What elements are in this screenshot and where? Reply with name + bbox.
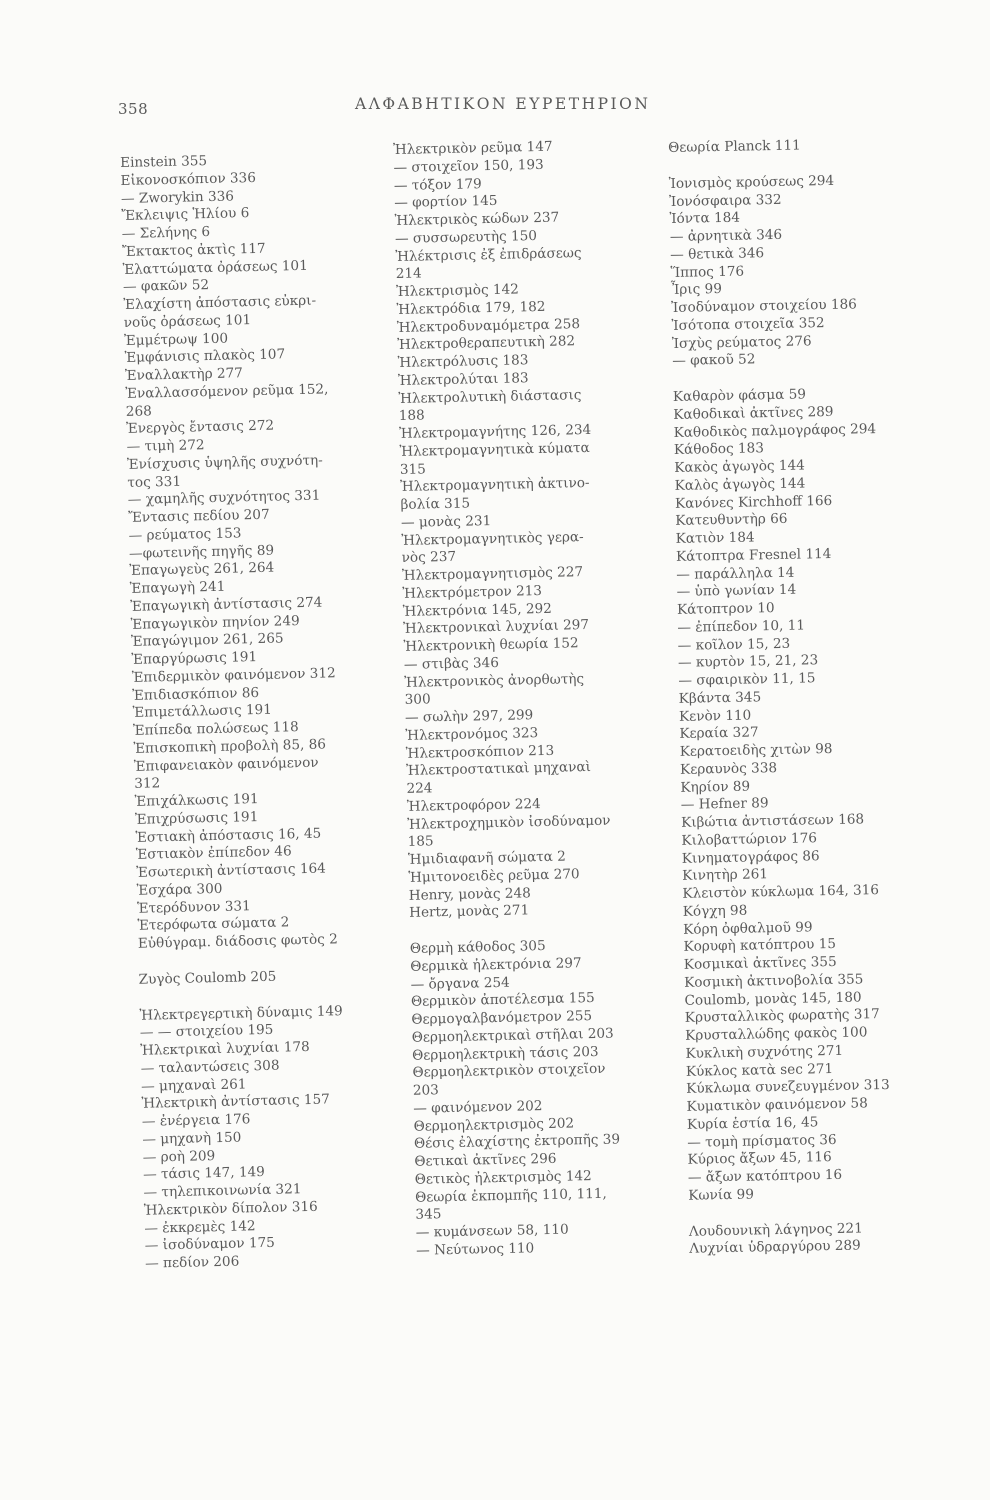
index-entry: Ἐμφάνισις πλακὸς 107 (124, 346, 286, 367)
index-entry: — ἐκκρεμὲς 142 (144, 1217, 256, 1237)
index-entry: — κοῖλον 15, 23 (677, 635, 791, 654)
index-entry: Ἐμμέτρωψ 100 (124, 330, 229, 349)
index-entry: νοῦς ὀράσεως 101 (123, 311, 252, 331)
index-entry: Κεραυνὸς 338 (679, 759, 778, 778)
index-entry: Καθαρὸν φάσμα 59 (672, 386, 807, 405)
index-entry: — τόξον 179 (393, 175, 482, 194)
index-entry: Κενὸν 110 (678, 707, 752, 725)
index-entry: 300 (404, 691, 431, 709)
index-entry: 203 (412, 1082, 439, 1099)
index-entry: — ἰσοδύναμον 175 (144, 1235, 276, 1254)
index-entry: τος 331 (127, 473, 182, 491)
index-entry: Ἔκτακτος ἀκτὶς 117 (122, 240, 266, 260)
index-entry: — ἀρνητικὰ 346 (669, 226, 783, 245)
index-entry: Ἶρις 99 (670, 281, 723, 299)
index-entry: Θερμοηλεκτρικὴ τάσις 203 (411, 1043, 599, 1064)
index-entry: — Νεύτωνος 110 (416, 1240, 535, 1259)
index-entry: Ἠλεκτρόμετρον 213 (402, 582, 543, 602)
index-entry: Κάτοπτρα Fresnel 114 (675, 545, 832, 565)
index-column-3 (668, 135, 959, 1259)
index-entry: Ἠλεκτρομαγνητικὰ κύματα (399, 439, 590, 460)
index-entry: Ἐπιδερμικὸν φαινόμενον 312 (131, 664, 336, 686)
index-column-1 (120, 149, 395, 1273)
index-entry: Ἔκλειψις Ἡλίου 6 (121, 205, 250, 225)
index-entry: — στιβὰς 346 (403, 654, 500, 673)
index-entry: Ἑτερόδυνον 331 (136, 897, 251, 917)
index-entry: Ἠλεκτρικὴ ἀντίστασις 157 (141, 1091, 330, 1113)
index-entry: — συσσωρευτὴς 150 (394, 227, 538, 247)
index-entry: Ἠλεκτροσκόπιον 213 (405, 742, 555, 762)
index-entry: Θετικὸς ἠλεκτρισμὸς 142 (414, 1167, 592, 1188)
index-entry: Ἠλεκτρισμὸς 142 (395, 281, 520, 300)
index-entry: — μονὰς 231 (400, 512, 492, 531)
index-entry: — ταλαντώσεις 308 (140, 1057, 280, 1077)
index-entry: — ὄργανα 254 (410, 974, 510, 993)
index-entry: Ἐπαγωγικὸν πηνίον 249 (130, 612, 300, 633)
index-entry: Ἐπαργύρωσις 191 (131, 649, 258, 668)
index-entry: — τάσις 147, 149 (142, 1164, 266, 1183)
index-entry: Κύριος ἄξων 45, 116 (687, 1149, 832, 1169)
index-entry: Κατιὸν 184 (675, 529, 755, 547)
index-entry: 312 (134, 775, 161, 793)
index-entry: Κοσμικὴ ἀκτινοβολία 355 (684, 971, 864, 991)
index-entry: Ἐναλλασσόμενον ρεῦμα 152, (125, 381, 329, 402)
index-entry: Κερατοειδὴς χιτὼν 98 (679, 740, 833, 760)
index-entry: Ἠλέκτρισις ἐξ ἐπιδράσεως (395, 244, 582, 265)
index-entry: Κόγχη 98 (682, 902, 748, 920)
index-entry: Κρυσταλλικὸς φωρατὴς 317 (684, 1006, 880, 1027)
index-entry: Ἐναλλακτὴρ 277 (124, 365, 244, 384)
index-entry: Ἠλεκτροστατικαὶ μηχαναὶ (406, 759, 592, 780)
index-entry: Κόρη ὀφθαλμοῦ 99 (683, 918, 813, 938)
index-entry: — κυμάνσεων 58, 110 (415, 1221, 569, 1241)
index-entry: — ἐπίπεδον 10, 11 (677, 617, 806, 636)
index-entry: Ἰσχὺς ρεύματος 276 (671, 332, 812, 352)
index-entry: Ἰόντα 184 (669, 209, 741, 228)
index-entry: Ἐπιμετάλλωσις 191 (132, 701, 273, 722)
index-entry: — ροὴ 209 (142, 1147, 216, 1166)
index-entry: Θεωρία Planck 111 (668, 137, 801, 156)
index-entry: Ἰσότοπα στοιχεῖα 352 (671, 314, 825, 334)
index-entry: Θερμοηλεκτρικαὶ στῆλαι 203 (411, 1025, 614, 1046)
index-entry: Εἰκονοσκόπιον 336 (120, 169, 257, 189)
index-entry: — ρεύματος 153 (128, 525, 242, 544)
index-entry: Καθοδικαὶ ἀκτῖνες 289 (673, 403, 834, 423)
index-entry: Ἐνίσχυσις ὑψηλῆς συχνότη- (126, 452, 323, 473)
index-entry: Κατευθυντὴρ 66 (675, 511, 788, 530)
index-entry: Κύκλος κατὰ sec 271 (685, 1060, 834, 1080)
index-entry: Κιλοβαττώριον 176 (681, 830, 818, 849)
index-entry: Ἰονισμὸς κρούσεως 294 (668, 172, 835, 192)
index-entry: — σφαιρικὸν 11, 15 (678, 670, 816, 689)
index-entry: Κανόνες Kirchhoff 166 (674, 492, 833, 512)
index-entry: Θερμικὸν ἀποτέλεσμα 155 (410, 990, 595, 1011)
index-entry: Ἡμιδιαφανῆ σώματα 2 (407, 848, 566, 868)
index-entry: Ἑτερόφωτα σώματα 2 (137, 914, 290, 935)
index-entry: — — στοιχείου 195 (139, 1021, 274, 1042)
index-entry: Ἰονόσφαιρα 332 (669, 191, 782, 210)
index-entry: Ἠλεκτρομαγνητικὸς γερα- (401, 528, 584, 549)
index-entry: Θεωρία ἐκπομπῆς 110, 111, (414, 1185, 607, 1206)
index-entry: Ἑστιακὴ ἀπόστασις 16, 45 (135, 825, 322, 846)
index-entry: — σωλὴν 297, 299 (404, 707, 534, 726)
index-entry: — μηχανὴ 150 (142, 1129, 242, 1148)
index-entry: Ζυγὸς Coulomb 205 (138, 968, 277, 988)
index-entry: — παράλληλα 14 (676, 564, 795, 583)
index-entry: Ἠλεκτρικὸν δίπολον 316 (143, 1198, 318, 1219)
index-entry: Κυματικὸν φαινόμενον 58 (686, 1095, 868, 1115)
index-entry: Εὐθύγραμ. διάδοσις φωτὸς 2 (137, 931, 338, 952)
index-entry: Ἐνεργὸς ἔντασις 272 (126, 417, 275, 438)
index-column-2 (393, 137, 666, 1260)
index-entry: Θερμοηλεκτρικὸν στοιχεῖον (412, 1061, 606, 1082)
index-entry: — φαινόμενον 202 (413, 1097, 543, 1117)
index-entry: Ἠλεκτρονικὸς ἀνορθωτὴς (404, 670, 585, 691)
index-entry: Κινητὴρ 261 (681, 866, 769, 885)
index-entry: Ἠλεκτρομαγνήτης 126, 234 (398, 421, 592, 442)
index-entry: — Σελήνης 6 (121, 223, 211, 242)
index-entry: Καθοδικὸς παλμογράφος 294 (673, 420, 877, 441)
index-entry: νὸς 237 (401, 549, 457, 567)
index-entry: Ἠλεκτρεγερτικὴ δύναμις 149 (139, 1002, 343, 1024)
index-entry: Ἰσοδύναμον στοιχείου 186 (671, 296, 858, 316)
index-entry: — ἄξων κατόπτρου 16 (687, 1166, 843, 1186)
index-entry: Κωνία 99 (688, 1186, 755, 1204)
index-entry: Ἐπαγωγὴ 241 (129, 578, 226, 597)
index-entry: Θέσις ἐλαχίστης ἐκτροπῆς 39 (413, 1131, 621, 1153)
index-entry: 345 (415, 1206, 442, 1224)
index-entry: Κακὸς ἀγωγὸς 144 (674, 457, 805, 476)
index-entry: Ἐπίπεδα πολώσεως 118 (132, 719, 299, 739)
index-entry: Ἠλεκτρόλυσις 183 (397, 352, 529, 371)
index-entry: — φακῶν 52 (122, 277, 210, 296)
index-entry: Ἠλεκτρολυτικὴ διάστασις (398, 386, 582, 407)
index-entry: —φωτεινῆς πηγῆς 89 (128, 542, 275, 562)
index-entry: Ἠλεκτρολύται 183 (397, 369, 529, 389)
index-entry: Ἠλεκτρονικαὶ λυχνίαι 297 (403, 617, 590, 638)
index-entry: 315 (399, 460, 426, 478)
index-entry: Ἠλεκτρόνια 145, 292 (402, 600, 553, 620)
index-entry: Θετικαὶ ἀκτῖνες 296 (414, 1150, 557, 1170)
index-entry: — πεδίον 206 (144, 1253, 240, 1272)
index-entry: Ἠλεκτρομαγνητικὴ ἀκτινο- (400, 475, 590, 496)
index-entry: Ἠλεκτρικαὶ λυχνίαι 178 (140, 1038, 310, 1059)
index-entry: Ἠλεκτρομαγνητισμὸς 227 (401, 564, 584, 584)
index-entry: Κβάντα 345 (678, 689, 762, 707)
index-entry: Ἠλεκτρόδια 179, 182 (396, 298, 546, 318)
index-entry: Hertz, μονὰς 271 (408, 902, 530, 922)
index-entry: Κυκλικὴ συχνότης 271 (685, 1042, 844, 1062)
index-entry: 214 (395, 265, 422, 283)
index-entry: Ἠλεκτροθεραπευτικὴ 282 (397, 333, 576, 354)
index-entry: — Zworykin 336 (120, 187, 235, 207)
index-entry: Κύκλωμα συνεζευγμένον 313 (686, 1077, 890, 1098)
index-entry: Ἐπισκοπικὴ προβολὴ 85, 86 (133, 736, 327, 757)
index-entry: Ἐπαγωγικὴ ἀντίστασις 274 (130, 594, 323, 615)
index-entry: Θερμικὰ ἠλεκτρόνια 297 (410, 954, 582, 975)
index-entry: Κυρία ἑστία 16, 45 (686, 1114, 819, 1133)
index-entry: Ἠλεκτροδυναμόμετρα 258 (396, 315, 581, 336)
index-entry: Κιβώτια ἀντιστάσεων 168 (680, 811, 865, 831)
index-entry: Ἐσωτερικὴ ἀντίστασις 164 (136, 860, 327, 881)
index-entry: Κοσμικαὶ ἀκτῖνες 355 (683, 953, 837, 973)
index-entry: Κορυφὴ κατόπτρου 15 (683, 936, 837, 956)
index-entry: Ἵππος 176 (670, 263, 745, 281)
index-entry: Λυχνίαι ὑδραργύρου 289 (689, 1237, 861, 1258)
index-entry: Coulomb, μονὰς 145, 180 (684, 988, 862, 1009)
index-entry: Ἠλεκτροχημικὸν ἰσοδύναμον (407, 812, 611, 833)
index-entry: — χαμηλῆς συχνότητος 331 (127, 487, 321, 509)
index-entry: Ἑστιακὸν ἐπίπεδον 46 (135, 843, 292, 864)
index-entry: Ἐπιδιασκόπιον 86 (132, 684, 260, 704)
index-entry: — θετικὰ 346 (670, 244, 765, 263)
index-entry: Ἠλεκτροφόρον 224 (406, 795, 541, 815)
index-entry: Κλειστὸν κύκλωμα 164, 316 (682, 882, 880, 902)
index-entry: Ἐσχάρα 300 (136, 880, 223, 899)
index-entry: 224 (406, 780, 433, 797)
index-entry: — τομὴ πρίσματος 36 (687, 1131, 837, 1151)
index-entry: 188 (398, 407, 425, 425)
index-entry: Κεραία 327 (679, 724, 759, 743)
index-entry: — τιμὴ 272 (126, 437, 205, 455)
index-entry: Ἔντασις πεδίου 207 (128, 506, 270, 526)
index-entry: Κάθοδος 183 (673, 440, 765, 459)
index-entry: Ἐπιχρύσωσις 191 (134, 808, 259, 828)
index-entry: Κηρίον 89 (680, 778, 751, 796)
index-entry: Θερμοηλεκτρισμὸς 202 (413, 1114, 575, 1135)
index-entry: — τηλεπικοινωνία 321 (143, 1181, 302, 1201)
index-entry: — ἐνέργεια 176 (141, 1111, 251, 1130)
index-entry: βολία 315 (400, 495, 471, 513)
index-entry: — στοιχεῖον 150, 193 (393, 156, 544, 176)
running-title: ΑΛΦΑΒΗΤΙΚΟΝ ΕΥΡΕΤΗΡΙΟΝ (355, 95, 651, 113)
index-entry: Ἠλεκτρονόμος 323 (405, 724, 539, 744)
index-entry: Ἐπαγωγεὺς 261, 264 (129, 559, 275, 580)
index-entry: Κινηματογράφος 86 (681, 847, 820, 867)
index-entry: Ἠλεκτρικὸς κώδων 237 (394, 209, 560, 229)
index-entry: Ἠλεκτρικὸν ρεῦμα 147 (393, 138, 553, 158)
index-entry: Einstein 355 (120, 153, 208, 171)
index-entry: Ἐλαττώματα ὀράσεως 101 (122, 257, 308, 278)
index-entry: — ὑπὸ γωνίαν 14 (676, 581, 797, 601)
index-entry: Κάτοπτρον 10 (676, 600, 775, 618)
index-entry: — Hefner 89 (680, 795, 769, 814)
index-entry: Henry, μονὰς 248 (408, 884, 531, 904)
index-entry: Ἡμιτονοειδὲς ρεῦμα 270 (408, 866, 580, 886)
index-entry: 185 (407, 833, 434, 851)
index-entry: Ἐπιφανειακὸν φαινόμενον (133, 754, 319, 775)
index-entry: Ἠλεκτρονικὴ θεωρία 152 (403, 635, 579, 655)
index-entry: Κρυσταλλώδης φακὸς 100 (685, 1024, 868, 1044)
index-entry: Ἐπαγώγιμον 261, 265 (130, 630, 284, 651)
index-entry: — φορτίον 145 (394, 193, 498, 212)
index-entry: Θερμὴ κάθοδος 305 (409, 937, 546, 957)
index-entry: — κυρτὸν 15, 21, 23 (677, 652, 819, 672)
page-number: 358 (118, 100, 149, 118)
index-entry: Ἐπιχάλκωσις 191 (134, 791, 259, 810)
index-entry: — μηχαναὶ 261 (140, 1075, 247, 1095)
index-entry: — φακοῦ 52 (672, 351, 756, 370)
index-entry: Θερμογαλβανόμετρον 255 (411, 1008, 593, 1028)
index-entry: Ἐλαχίστη ἀπόστασις εὐκρι- (123, 292, 317, 313)
index-entry: Λουδουνικὴ λάγηνος 221 (688, 1219, 863, 1240)
index-entry: 268 (125, 402, 152, 420)
index-entry: Καλὸς ἀγωγὸς 144 (674, 475, 806, 494)
